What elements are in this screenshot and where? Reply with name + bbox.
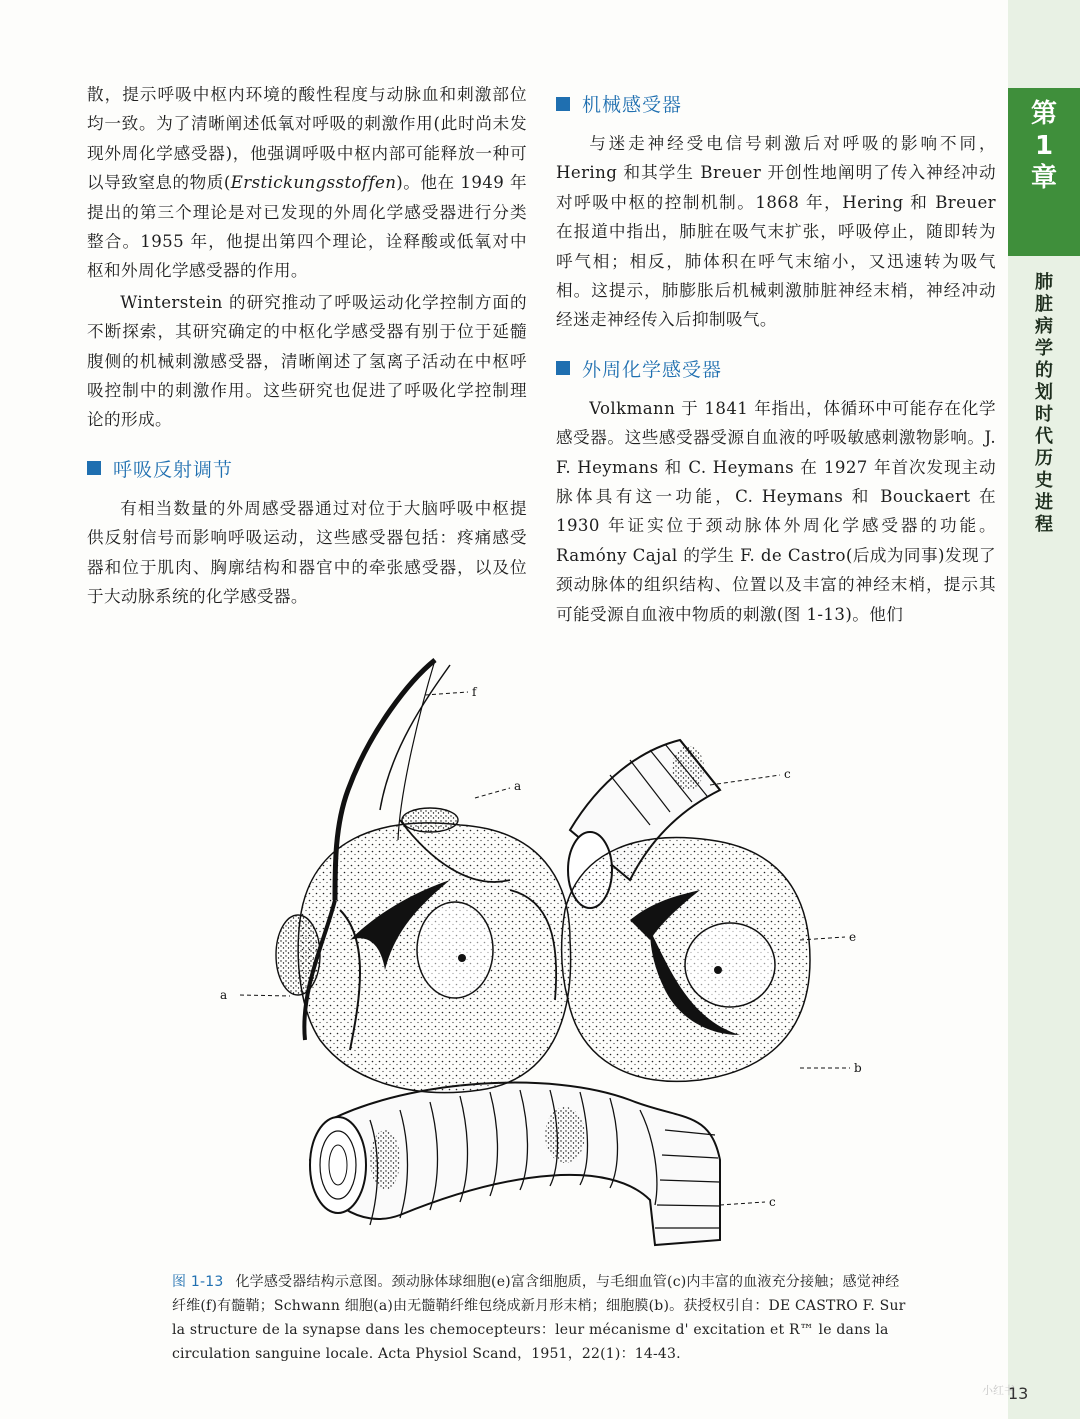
glomus-cell-left xyxy=(298,823,570,1093)
chapter-sidebar xyxy=(1008,0,1080,1419)
chemoreceptor-drawing xyxy=(210,640,870,1260)
glomus-cell-right xyxy=(562,838,810,1082)
label-f: f xyxy=(472,685,477,699)
label-b: b xyxy=(854,1061,862,1075)
right-column xyxy=(556,80,996,629)
label-e: e xyxy=(849,930,857,944)
section-heading-reflex: 呼吸反射调节 xyxy=(87,455,527,482)
left-paragraph-3: 有相当数量的外周感受器通过对位于大脑呼吸中枢提供反射信号而影响呼吸运动，这些感受器包括：疼痛感受器和位于肌肉、胸廓结构和器官中的牵张感受器，以及位于大动脉系统的化学感受器。 xyxy=(87,498,527,607)
figure-number: 图 1-13 xyxy=(172,1274,224,1290)
section-heading-mechanoreceptor: 机械感受器 xyxy=(556,90,996,117)
italic-term: Erstickungsstoffen xyxy=(230,173,397,193)
section-square-icon xyxy=(556,361,570,375)
label-c-bottom: c xyxy=(769,1195,776,1209)
capillary-bottom xyxy=(310,1083,720,1245)
figure-chemoreceptor-illustration xyxy=(210,640,870,1260)
chapter-title-vertical: 肺 脏 病 学 的 划 时 代 历 史 进 程 xyxy=(1035,272,1053,535)
section-heading-chemoreceptor: 外周化学感受器 xyxy=(556,355,996,382)
right-paragraph-2: Volkmann 于 1841 年指出，体循环中可能存在化学感受器。这些感受器受源自血液的呼吸敏感刺激物影响。J. F. Heymans 和 C. Heymans 在 1927 年首次发现主动脉体具有这一功能，C. Heymans 和 Bouckaert 在 1930 年证实位于颈动脉体外周化学感受器的功能。Ramóny Cajal 的学生 F. de Castro(后成为同事)发现了颈动脉体的组织结构、位置以及丰富的神经末梢，提示其可能受源自血液中物质的刺激(图 1-13)。他们 xyxy=(556,398,996,624)
watermark: 小红书 xyxy=(982,1384,1015,1397)
chapter-number-box: 第 1 章 xyxy=(1008,88,1080,256)
label-c-top: c xyxy=(784,767,791,781)
label-a-top: a xyxy=(514,779,522,793)
left-column xyxy=(87,80,527,612)
right-paragraph-1: 与迷走神经受电信号刺激后对呼吸的影响不同，Hering 和其学生 Breuer 开创性地阐明了传入神经冲动对呼吸中枢的控制机制。1868 年，Hering 和 Breuer 在报道中指出，肺脏在吸气末扩张，呼吸停止，随即转为呼气相；相反，肺体积在呼气末缩小，又迅速转为吸气相。这提示，肺膨胀后机械刺激肺脏神经末梢，神经冲动经迷走神经传入后抑制吸气。 xyxy=(556,134,996,330)
label-a-left: a xyxy=(220,988,228,1002)
figure-caption xyxy=(172,1270,912,1366)
caption-text: 化学感受器结构示意图。颈动脉体球细胞(e)富含细胞质，与毛细血管(c)内丰富的血液充分接触；感觉神经纤维(f)有髓鞘；Schwann 细胞(a)由无髓鞘纤维包绕成新月形末梢；细胞膜(b)。获授权引自：DE CASTRO F. Sur la structure de la synapse dans les chemocepteurs：leur mécanisme d' excitation et R™ le dans la circulation sanguine locale. Acta Physiol Scand，1951，22(1)：14-43. xyxy=(172,1274,906,1362)
section-square-icon xyxy=(87,461,101,475)
left-paragraph-2: Winterstein 的研究推动了呼吸运动化学控制方面的不断探索，其研究确定的中枢化学感受器有别于位于延髓腹侧的机械刺激感受器，清晰阐述了氢离子活动在中枢呼吸控制中的刺激作用。这些研究也促进了呼吸化学控制理论的形成。 xyxy=(87,292,527,430)
section-square-icon xyxy=(556,97,570,111)
page-number: 13 xyxy=(1008,1384,1029,1403)
left-paragraph-1: 散，提示呼吸中枢内环境的酸性程度与动脉血和刺激部位均一致。为了清晰阐述低氧对呼吸的刺激作用(此时尚未发现外周化学感受器)，他强调呼吸中枢内部可能释放一种可以导致窒息的物质(Erstickungsstoffen)。他在 1949 年提出的第三个理论是对已发现的外周化学感受器进行分类整合。1955 年，他提出第四个理论，诠释酸或低氧对中枢和外周化学感受器的作用。 xyxy=(87,85,528,281)
